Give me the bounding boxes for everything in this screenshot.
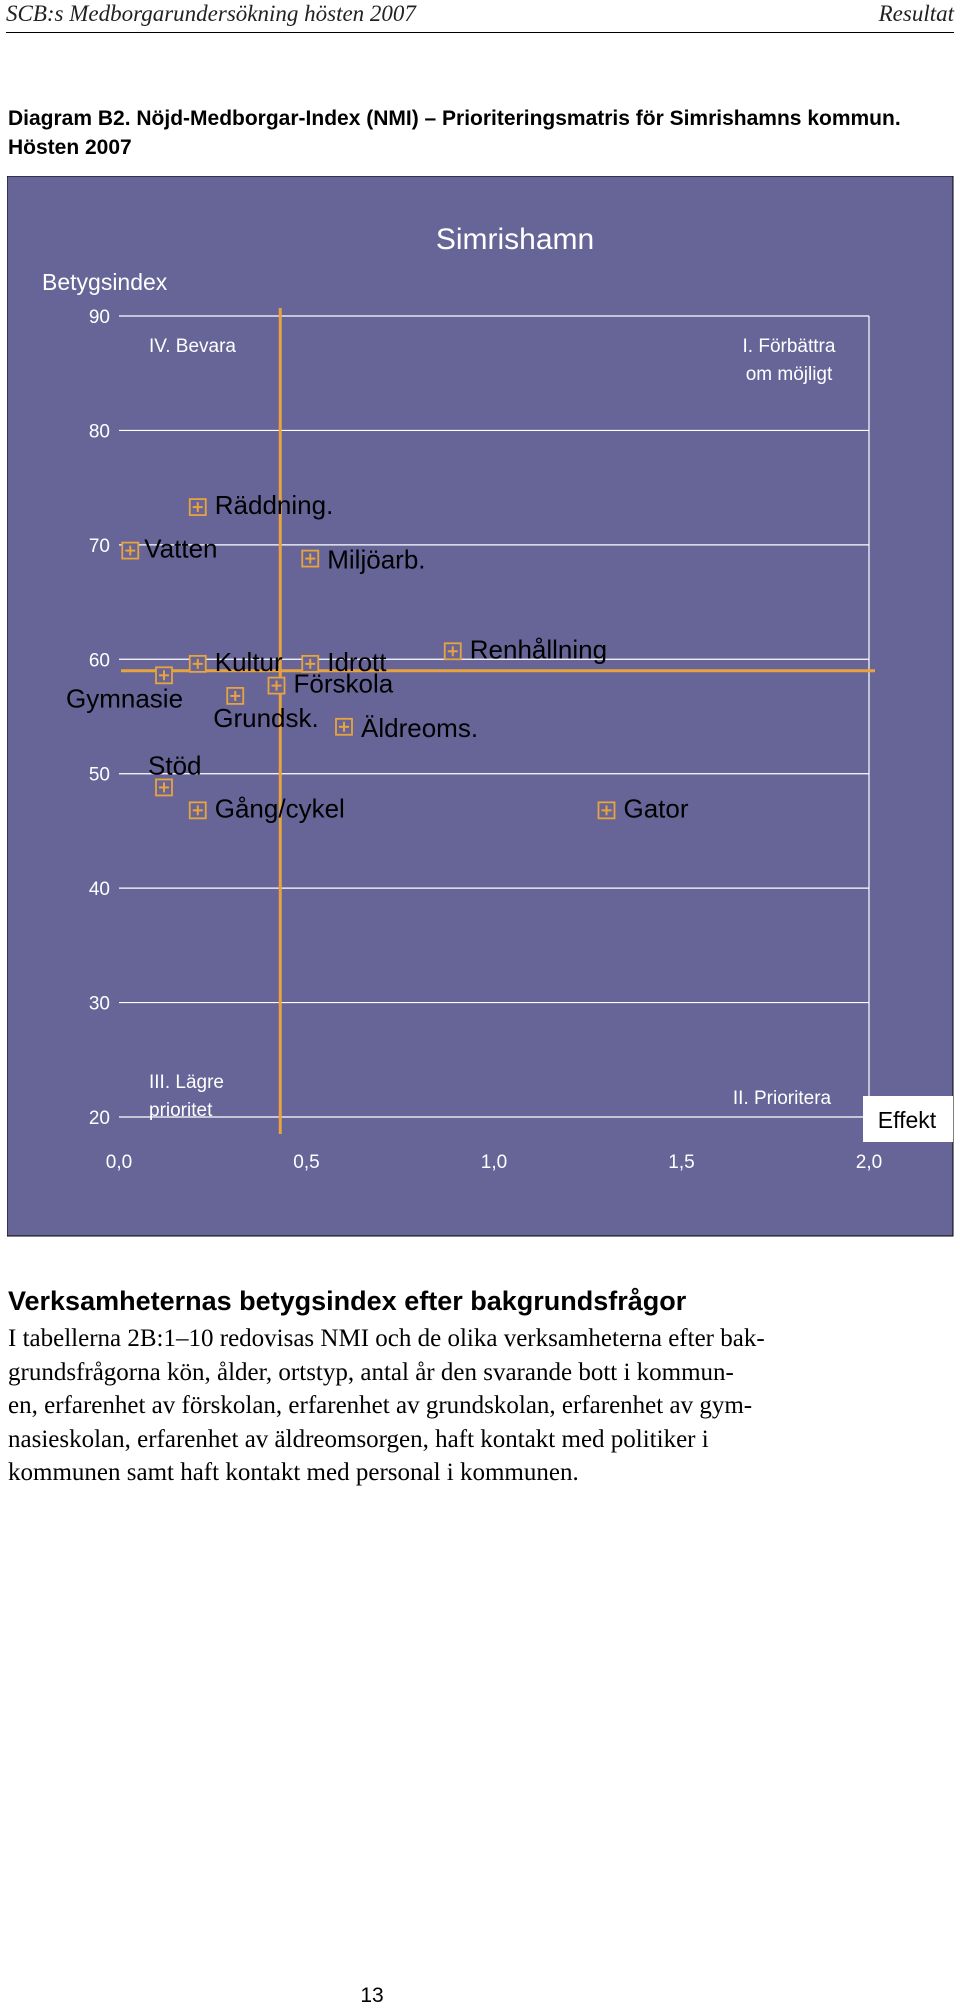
y-tick-label: 60 [88,650,110,672]
priority-matrix-chart [7,176,955,1238]
point-label: Grundsk. [213,702,319,733]
point-marker [445,643,461,659]
body-line: en, erfarenhet av förskolan, erfarenhet av grundskolan, erfarenhet av gym- [8,1392,753,1419]
section-name: Resultat [878,1,954,26]
x-tick-label: 0,0 [105,1152,133,1173]
point-marker [227,688,243,704]
quadrant-label-line: om möjligt [745,364,833,385]
point-label: Räddning. [214,490,334,521]
page-header [0,0,960,30]
point-label: Äldreoms. [361,712,479,743]
y-tick-label: 50 [88,764,110,786]
figure-caption: Diagram B2. Nöjd-Medborgar-Index (NMI) – Prioriteringsmatris för Simrishamns kommun. Hösten 2007 [8,107,901,159]
point-label: Renhållning [469,634,608,665]
point-label: Gator [623,793,689,824]
point-marker [269,678,285,694]
point-marker [302,551,318,567]
quadrant-label [733,1088,832,1109]
body-paragraph [8,1322,940,1490]
y-axis-title: Betygsindex [42,269,168,295]
point-label: Gymnasie [66,683,184,714]
body-line: nasieskolan, erfarenhet av äldreomsorgen, haft kontakt med politiker i [8,1425,709,1453]
point-marker [156,779,172,795]
report-title: SCB:s Medborgarundersökning hösten 2007 [6,1,416,26]
quadrant-label-line: III. Lägre [149,1072,224,1093]
point-label: Vatten [144,533,218,564]
page-number: 13 [360,1984,384,2007]
point-marker [336,719,352,735]
point-label: Stöd [148,750,202,781]
quadrant-label [149,336,236,357]
point-marker [190,656,206,672]
x-axis-title: Effekt [877,1107,937,1133]
header-rule [6,32,954,33]
y-tick-label: 90 [88,307,110,328]
x-axis-title-box [863,1096,953,1142]
point-marker [156,667,172,683]
x-tick-label: 1,0 [480,1152,508,1173]
y-tick-label: 30 [88,993,110,1015]
point-marker [122,543,138,559]
quadrant-label-line: I. Förbättra [742,336,836,357]
y-tick-label: 40 [88,879,110,901]
point-marker [190,499,206,515]
body-line: grundsfrågorna kön, ålder, ortstyp, antal år den svarande bott i kommun- [8,1358,734,1386]
x-tick-label: 2,0 [855,1152,883,1173]
point-label: Miljöarb. [327,544,426,575]
y-tick-label: 70 [88,535,110,557]
section-heading: Verksamheternas betygsindex efter bakgrundsfrågor [8,1286,687,1316]
y-tick-label: 80 [88,421,110,443]
point-marker [190,802,206,818]
quadrant-label-line: IV. Bevara [149,336,236,357]
body-line: kommunen samt haft kontakt med personal i kommunen. [8,1459,579,1486]
y-tick-label: 20 [88,1108,110,1129]
quadrant-label-line: II. Prioritera [732,1088,832,1109]
point-label: Förskola [293,668,394,699]
x-tick-label: 1,5 [668,1152,695,1173]
quadrant-label-line: prioritet [149,1100,213,1121]
body-line: I tabellerna 2B:1–10 redovisas NMI och de olika verksamheterna efter bak- [8,1325,765,1352]
point-label: Kultur [214,646,283,677]
point-label: Gång/cykel [214,793,345,824]
chart-title: Simrishamn [435,223,595,256]
x-tick-label: 0,5 [293,1152,320,1173]
point-marker [599,802,615,818]
point-label: Idrott [327,646,387,677]
